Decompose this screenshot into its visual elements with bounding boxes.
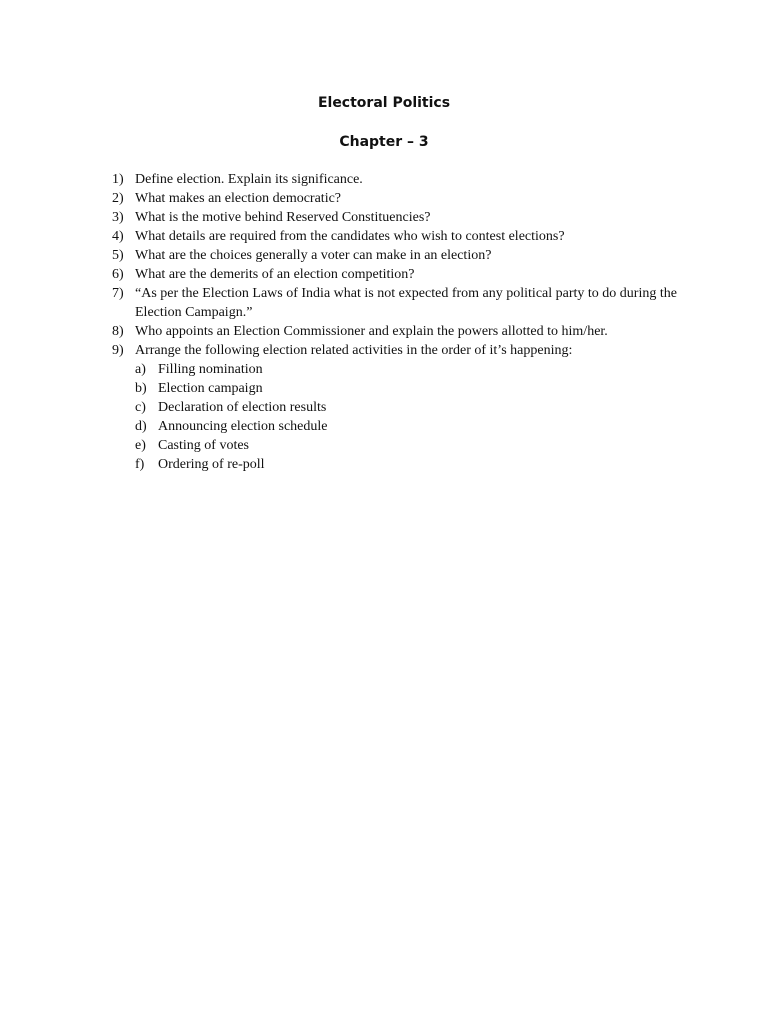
question-item	[112, 189, 712, 208]
question-item	[112, 208, 712, 227]
activity-text: Declaration of election results	[158, 400, 327, 415]
question-text: What details are required from the candidates who wish to contest elections?	[135, 229, 565, 244]
question-text: Define election. Explain its significance.	[135, 172, 363, 187]
question-number: 6)	[112, 267, 124, 282]
activity-text: Ordering of re-poll	[158, 457, 265, 472]
question-list	[112, 170, 712, 474]
question-number: 2)	[112, 191, 124, 206]
activity-letter: d)	[135, 419, 147, 434]
activity-text: Casting of votes	[158, 438, 249, 453]
activity-item	[135, 436, 712, 455]
activity-text: Announcing election schedule	[158, 419, 328, 434]
question-text: What are the choices generally a voter can make in an election?	[135, 248, 492, 263]
question-item	[112, 227, 712, 246]
activity-letter: e)	[135, 438, 146, 453]
chapter-heading: Chapter – 3	[339, 134, 429, 150]
question-number: 7)	[112, 286, 124, 301]
activity-letter: b)	[135, 381, 147, 396]
activity-item	[135, 360, 712, 379]
question-item	[112, 246, 712, 265]
question-item	[112, 265, 712, 284]
activity-item	[135, 455, 712, 474]
activity-item	[135, 417, 712, 436]
question-text: What makes an election democratic?	[135, 191, 342, 206]
question-text: Arrange the following election related activities in the order of it’s happening:	[135, 343, 573, 358]
question-number: 3)	[112, 210, 124, 225]
activity-letter: a)	[135, 362, 146, 377]
question-number: 8)	[112, 324, 124, 339]
question-text: Who appoints an Election Commissioner and explain the powers allotted to him/her.	[135, 324, 608, 339]
activity-letter: f)	[135, 457, 145, 472]
question-number: 1)	[112, 172, 124, 187]
question-item	[112, 170, 712, 189]
activity-text: Filling nomination	[158, 362, 263, 377]
question-text: What is the motive behind Reserved Constituencies?	[135, 210, 431, 225]
activity-item	[135, 379, 712, 398]
activity-letter: c)	[135, 400, 146, 415]
activity-item	[135, 398, 712, 417]
question-number: 9)	[112, 343, 124, 358]
document-title: Electoral Politics	[317, 95, 451, 111]
question-number: 4)	[112, 229, 124, 244]
question-item	[112, 322, 712, 341]
activity-text: Election campaign	[158, 381, 263, 396]
question-item	[112, 341, 712, 474]
question-text: “As per the Election Laws of India what is not expected from any political party to do during the Election Campaign.”	[135, 286, 677, 320]
question-number: 5)	[112, 248, 124, 263]
question-text: What are the demerits of an election competition?	[135, 267, 415, 282]
activity-sublist	[135, 360, 712, 474]
question-item	[112, 284, 712, 322]
